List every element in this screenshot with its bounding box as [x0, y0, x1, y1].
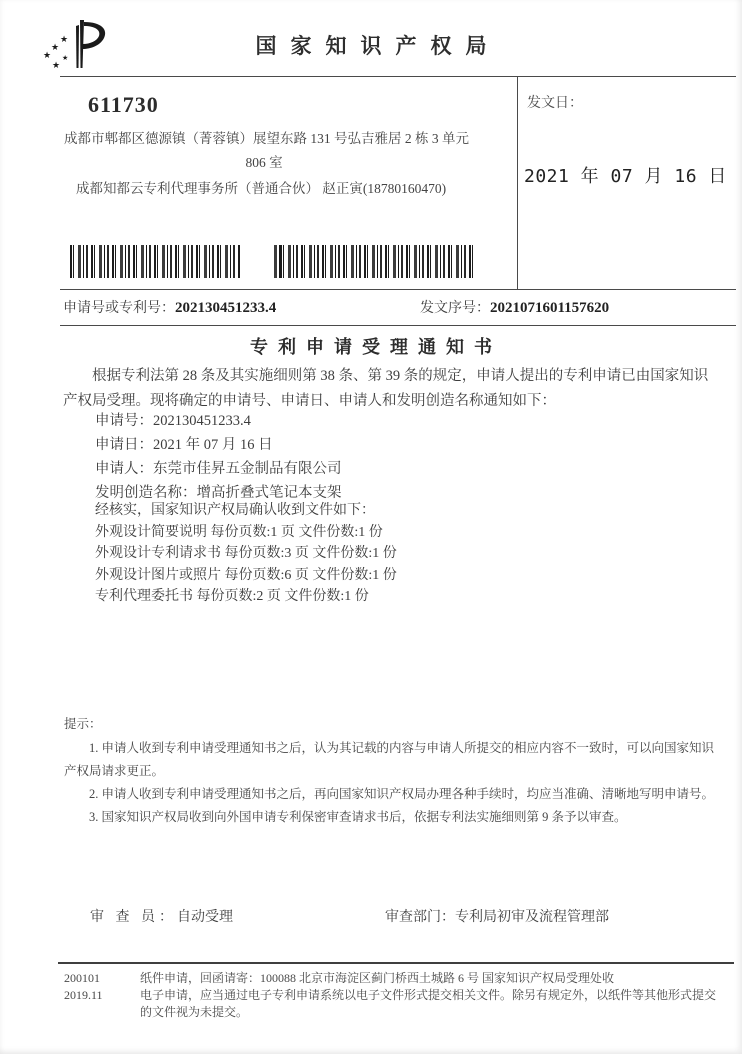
serial-number-label: 发文序号：: [420, 301, 490, 316]
hint-item: 2. 申请人收到专利申请受理通知书之后，再向国家知识产权局办理各种手续时，均应当准确、清晰地写明申请号。: [89, 787, 715, 801]
received-document-item: 外观设计图片或照片 每份页数:6 页 文件份数:1 份: [95, 567, 397, 583]
field-applicant: 申请人：东莞市佳昇五金制品有限公司: [95, 461, 342, 477]
footer-version-code: 2019.11: [64, 988, 103, 1002]
hint-item: 1. 申请人收到专利申请受理通知书之后，认为其记载的内容与申请人所提交的相应内容不一致时，可以向国家知识产权局请求更正。: [64, 741, 715, 778]
hints-title: 提示：: [64, 717, 102, 731]
hint-item: 3. 国家知识产权局收到向外国申请专利保密审查请求书后，依据专利法实施细则第 9 条予以审查。: [89, 810, 627, 824]
notice-title: 专利申请受理通知书: [250, 337, 502, 357]
recipient-address-line2: 806 室: [245, 155, 283, 170]
examiner: [90, 906, 233, 926]
department-value: 专利局初审及流程管理部: [455, 910, 609, 925]
hints-section: [64, 713, 716, 829]
reference-divider-bottom: [60, 325, 736, 326]
footer-electronic-filing-note: 电子申请，应当通过电子专利申请系统以电子文件形式提交相关文件。除另有规定外，以纸件等其他形式提交的文件视为未提交。: [140, 988, 717, 1019]
serial-number: 2021071601157620: [490, 300, 610, 316]
issue-date-value: 2021 年 07 月 16 日: [524, 166, 727, 187]
header-divider: [60, 76, 736, 77]
examiner-label: 审 查 员：: [90, 910, 177, 925]
field-application-date: 申请日：2021 年 07 月 16 日: [95, 437, 273, 453]
application-number: 202130451233.4: [175, 300, 277, 316]
application-number-label: 申请号或专利号：: [63, 301, 175, 316]
application-fields: [95, 409, 342, 505]
org-title: 国家知识产权局: [255, 35, 501, 58]
footer-form-code: 200101: [64, 971, 100, 985]
received-documents-section: [95, 500, 397, 608]
received-document-item: 外观设计简要说明 每份页数:1 页 文件份数:1 份: [95, 524, 383, 540]
barcode-application-number: [70, 245, 240, 278]
footer: [64, 970, 716, 1021]
cnipa-logo-icon: ★ ★ ★ ★ ★: [50, 16, 112, 72]
department: [385, 906, 609, 926]
recipient-address-line1: 成都市郫都区德源镇（菁蓉镇）展望东路 131 号弘吉雅居 2 栋 3 单元: [64, 131, 469, 146]
recipient-agency-line: 成都知都云专利代理事务所（普通合伙） 赵正寅(18780160470): [76, 181, 447, 196]
barcode-serial-number: [273, 245, 476, 278]
field-application-number: 申请号：202130451233.4: [95, 413, 251, 429]
examiner-value: 自动受理: [177, 910, 233, 925]
field-invention-title: 发明创造名称：增高折叠式笔记本支架: [95, 485, 342, 501]
notice-intro-paragraph: 根据专利法第 28 条及其实施细则第 38 条、第 39 条的规定，申请人提出的专利申请已由国家知识产权局受理。现将确定的申请号、申请日、申请人和发明创造名称通知如下：: [63, 368, 709, 409]
received-document-item: 外观设计专利请求书 每份页数:3 页 文件份数:1 份: [95, 546, 397, 561]
reference-divider-top: [60, 289, 736, 290]
footer-paper-filing-note: 纸件申请，回函请寄：100088 北京市海淀区蓟门桥西土城路 6 号 国家知识产权局受理处收: [140, 971, 615, 985]
received-intro: 经核实，国家知识产权局确认收到文件如下：: [95, 503, 375, 518]
received-document-item: 专利代理委托书 每份页数:2 页 文件份数:1 份: [95, 589, 369, 604]
footer-divider: [58, 962, 734, 964]
postal-code: 611730: [88, 92, 159, 117]
issue-date-label: 发文日：: [527, 96, 583, 111]
department-label: 审查部门：: [385, 910, 455, 925]
issue-box-divider: [517, 76, 518, 289]
